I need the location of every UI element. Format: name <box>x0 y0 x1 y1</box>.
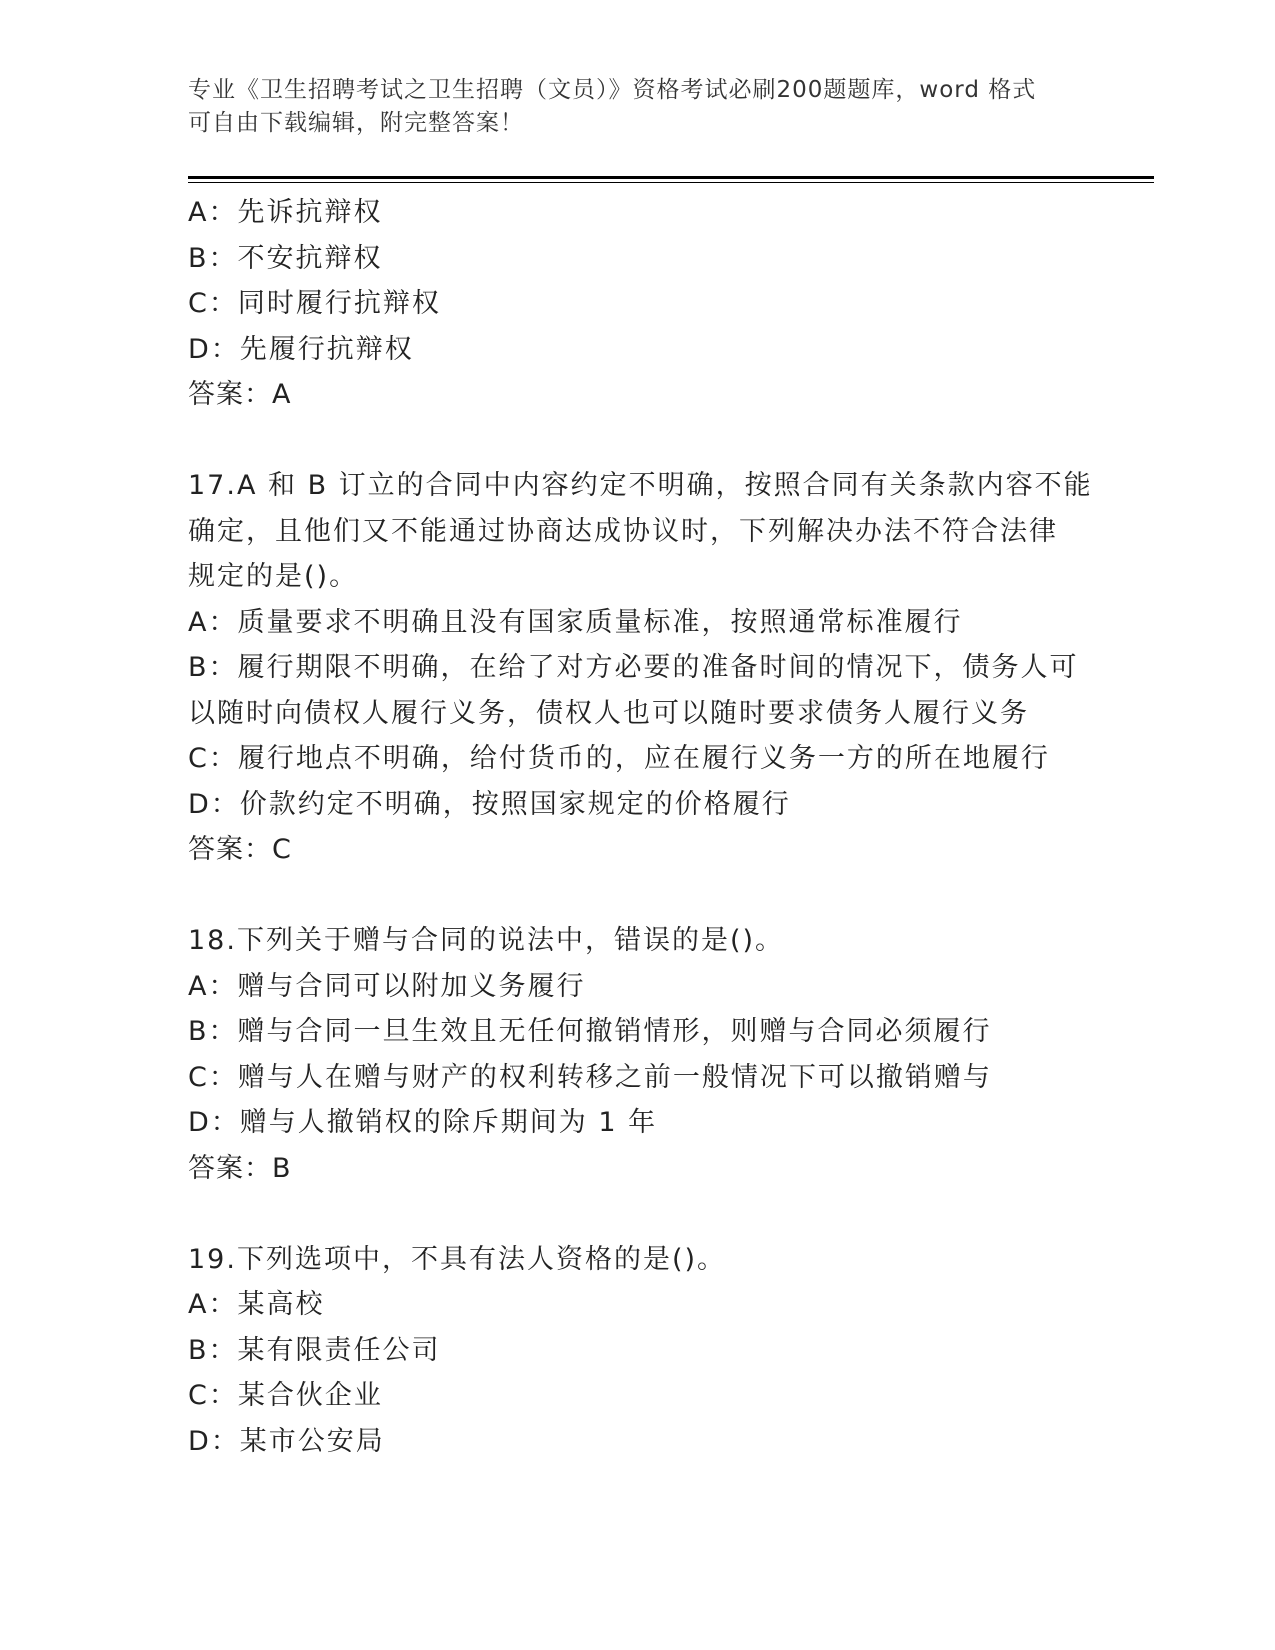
option-b: B：履行期限不明确，在给了对方必要的准备时间的情况下，债务人可 <box>188 652 1079 683</box>
block-spacer <box>188 418 1088 464</box>
question-block-16 <box>188 190 1088 418</box>
header-rule-thin <box>188 182 1154 183</box>
header-line-1: 专业《卫生招聘考试之卫生招聘（文员）》资格考试必刷200题题库，word 格式 <box>188 77 1037 103</box>
header-rule-thick <box>188 176 1154 179</box>
question-text-line: 规定的是()。 <box>188 561 359 592</box>
question-text-line: 确定，且他们又不能通过协商达成协议时，下列解决办法不符合法律 <box>188 515 1058 547</box>
option-b: B：不安抗辩权 <box>188 242 383 274</box>
option-d: D：赠与人撤销权的除斥期间为 1 年 <box>188 1107 658 1138</box>
question-text-line: 17.A 和 B 订立的合同中内容约定不明确，按照合同有关条款内容不能 <box>188 470 1093 501</box>
question-block-17 <box>188 463 1093 873</box>
option-a: A：先诉抗辩权 <box>188 197 383 228</box>
option-c: C：同时履行抗辩权 <box>188 288 441 319</box>
question-block-19 <box>188 1237 1088 1465</box>
option-c: C：履行地点不明确，给付货币的，应在履行义务一方的所在地履行 <box>188 743 1050 774</box>
option-b-continued: 以随时向债权人履行义务，债权人也可以随时要求债务人履行义务 <box>188 697 1029 729</box>
option-d: D：某市公安局 <box>188 1425 385 1457</box>
option-c: C：赠与人在赠与财产的权利转移之前一般情况下可以撤销赠与 <box>188 1061 992 1093</box>
option-d: D：先履行抗辩权 <box>188 333 414 365</box>
question-block-18 <box>188 918 1088 1191</box>
option-a: A：赠与合同可以附加义务履行 <box>188 970 586 1002</box>
answer-line: 答案：C <box>188 834 292 865</box>
option-c: C：某合伙企业 <box>188 1380 383 1411</box>
option-a: A：质量要求不明确且没有国家质量标准，按照通常标准履行 <box>188 606 963 638</box>
answer-line: 答案：A <box>188 379 292 410</box>
answer-line: 答案：B <box>188 1152 292 1184</box>
block-spacer <box>188 1191 1088 1237</box>
document-header <box>188 74 1068 140</box>
option-d: D：价款约定不明确，按照国家规定的价格履行 <box>188 788 791 820</box>
header-line-2: 可自由下载编辑，附完整答案！ <box>188 110 524 136</box>
question-text-line: 18.下列关于赠与合同的说法中，错误的是()。 <box>188 925 785 956</box>
document-body <box>188 190 1093 1464</box>
block-spacer <box>188 873 1088 919</box>
question-text-line: 19.下列选项中，不具有法人资格的是()。 <box>188 1243 727 1275</box>
option-b: B：赠与合同一旦生效且无任何撤销情形，则赠与合同必须履行 <box>188 1016 992 1047</box>
option-b: B：某有限责任公司 <box>188 1334 441 1366</box>
option-a: A：某高校 <box>188 1289 325 1320</box>
